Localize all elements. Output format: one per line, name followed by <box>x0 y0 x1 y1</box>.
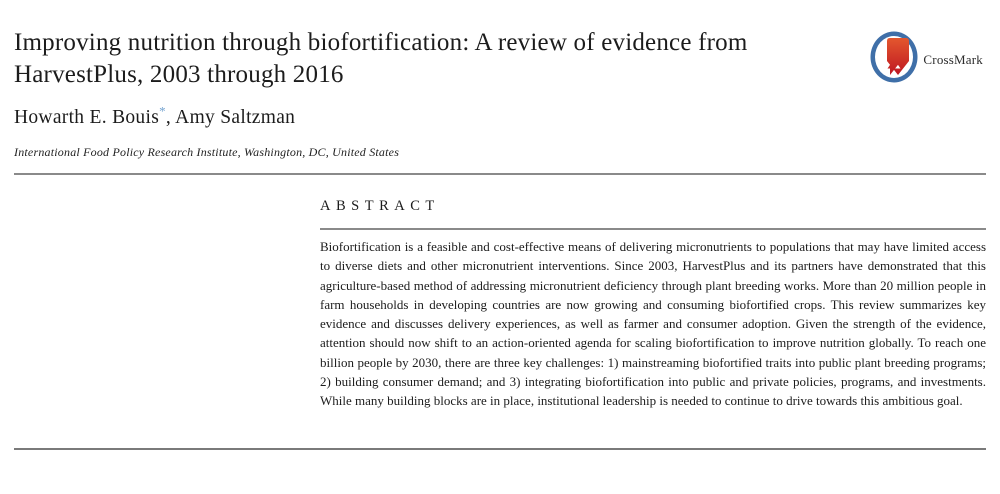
header-divider-rule <box>14 173 986 175</box>
abstract-heading-rule <box>320 228 986 230</box>
authors-line <box>14 105 295 131</box>
crossmark-icon <box>870 31 918 88</box>
page-bottom-rule <box>14 448 986 450</box>
abstract-text: Biofortification is a feasible and cost-effective means of delivering micronutrients to populations that may have limited access to diverse diets and other micronutrient interventions. Since 2003, HarvestPlus and its partners have demonstrated that this agriculture-based method of addressing micronutrient deficiency through plant breeding works. More than 20 million people in farm households in developing countries are now growing and consuming biofortified crops. This review summarizes key evidence and discusses delivery experiences, as well as farmer and consumer adoption. Given the strength of the evidence, attention should now shift to an action-oriented agenda for scaling biofortification to improve nutrition globally. To reach one billion people by 2030, there are three key challenges: 1) mainstreaming biofortified traits into public plant breeding programs; 2) building consumer demand; and 3) integrating biofortification into public and private policies, programs, and investments. While many building blocks are in place, institutional leadership is needed to continue to drive towards this ambitious goal. <box>320 239 986 409</box>
abstract-heading: ABSTRACT <box>320 198 440 214</box>
title-line-1: Improving nutrition through biofortification: A review of evidence from <box>14 29 748 56</box>
page-title <box>14 27 747 91</box>
corresponding-author-asterisk[interactable]: * <box>159 103 166 119</box>
crossmark-label: CrossMark <box>923 51 983 67</box>
author-first: Howarth E. Bouis <box>14 107 160 128</box>
authors-remaining: , Amy Saltzman <box>165 107 296 128</box>
title-line-2: HarvestPlus, 2003 through 2016 <box>14 61 344 88</box>
crossmark-badge[interactable] <box>870 31 983 88</box>
abstract-section <box>320 197 986 411</box>
affiliation: International Food Policy Research Institute, Washington, DC, United States <box>14 145 400 159</box>
